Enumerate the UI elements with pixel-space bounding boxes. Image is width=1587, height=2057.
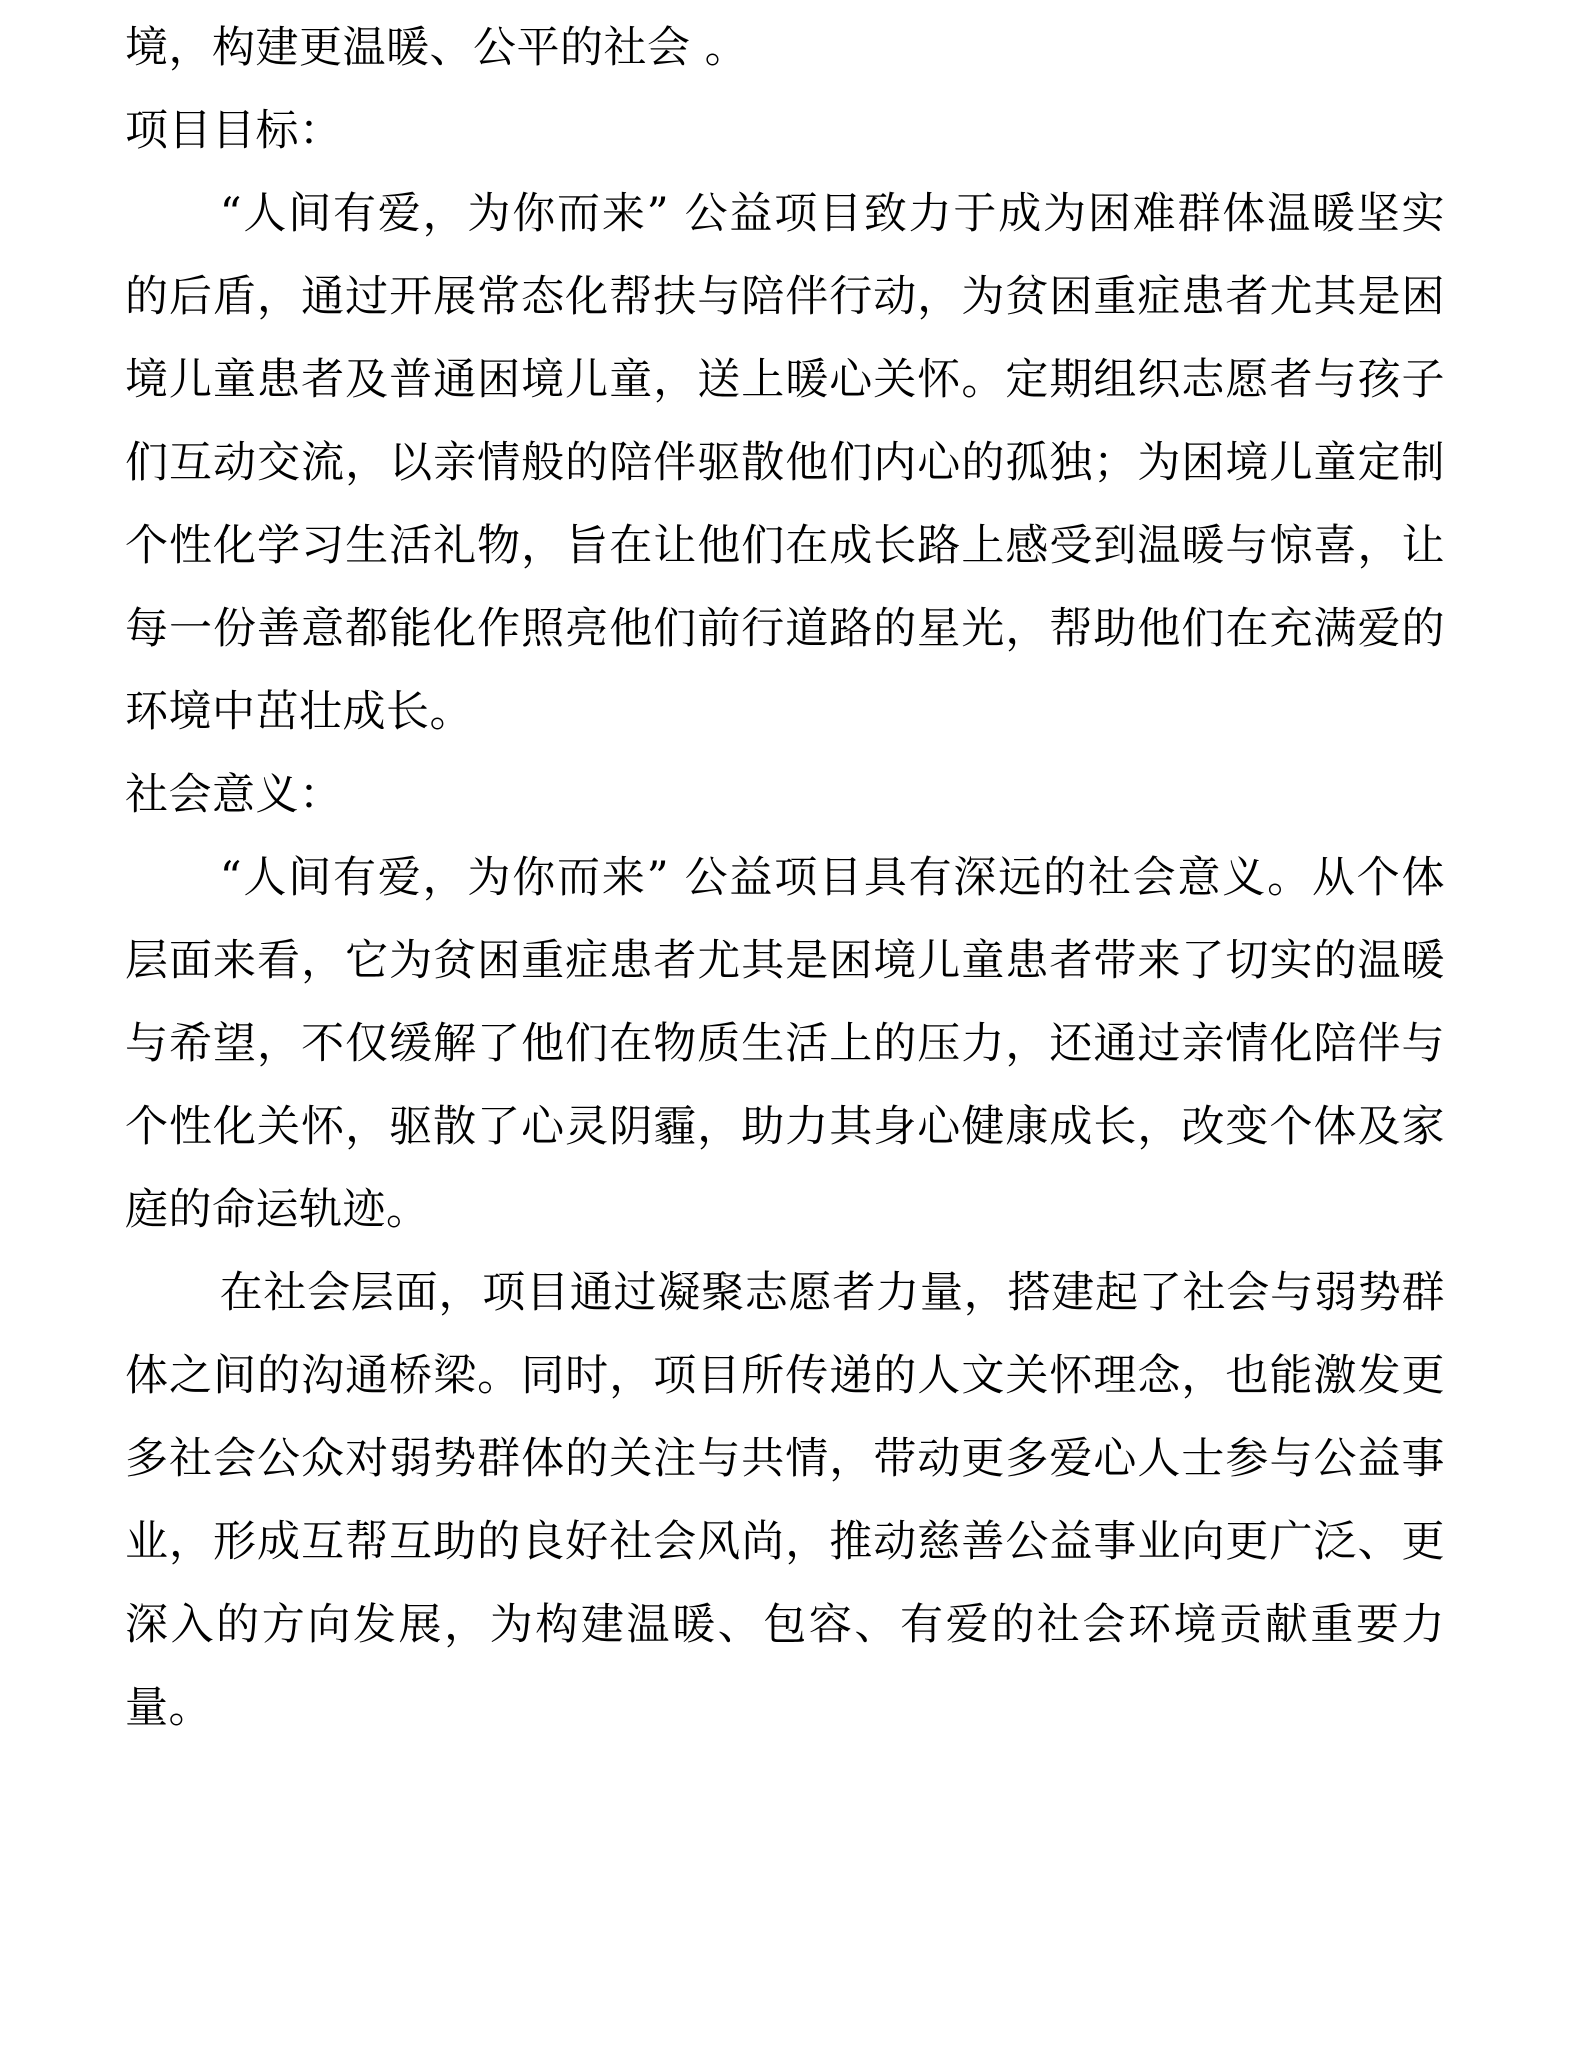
paragraph-social-significance-society: 在社会层面，项目通过凝聚志愿者力量，搭建起了社会与弱势群体之间的沟通桥梁。同时，项目所传递的人文关怀理念，也能激发更多社会公众对弱势群体的关注与共情，带动更多爱心人士参与公益事业，形成互帮互助的良好社会风尚，推动慈善公益事业向更广泛、更深入的方向发展，为构建温暖、包容、有爱的社会环境贡献重要力量。 — [125, 1268, 1445, 1733]
continuation-text: 境，构建更温暖、公平的社会 。 — [125, 23, 749, 73]
section-heading-social-significance: 社会意义： — [125, 770, 343, 820]
paragraph-project-goals: “人间有爱，为你而来” 公益项目致力于成为困难群体温暖坚实的后盾，通过开展常态化帮扶与陪伴行动，为贫困重症患者尤其是困境儿童患者及普通困境儿童，送上暖心关怀。定期组织志愿者与孩子们互动交流，以亲情般的陪伴驱散他们内心的孤独；为困境儿童定制个性化学习生活礼物，旨在让他们在成长路上感受到温暖与惊喜，让每一份善意都能化作照亮他们前行道路的星光，帮助他们在充满爱的环境中茁壮成长。 — [125, 189, 1445, 737]
section-heading-project-goals: 项目目标： — [125, 106, 343, 156]
paragraph-social-significance-individual: “人间有爱，为你而来” 公益项目具有深远的社会意义。从个体层面来看，它为贫困重症患者尤其是困境儿童患者带来了切实的温暖与希望，不仅缓解了他们在物质生活上的压力，还通过亲情化陪伴与个性化关怀，驱散了心灵阴霾，助力其身心健康成长，改变个体及家庭的命运轨迹。 — [125, 853, 1445, 1235]
